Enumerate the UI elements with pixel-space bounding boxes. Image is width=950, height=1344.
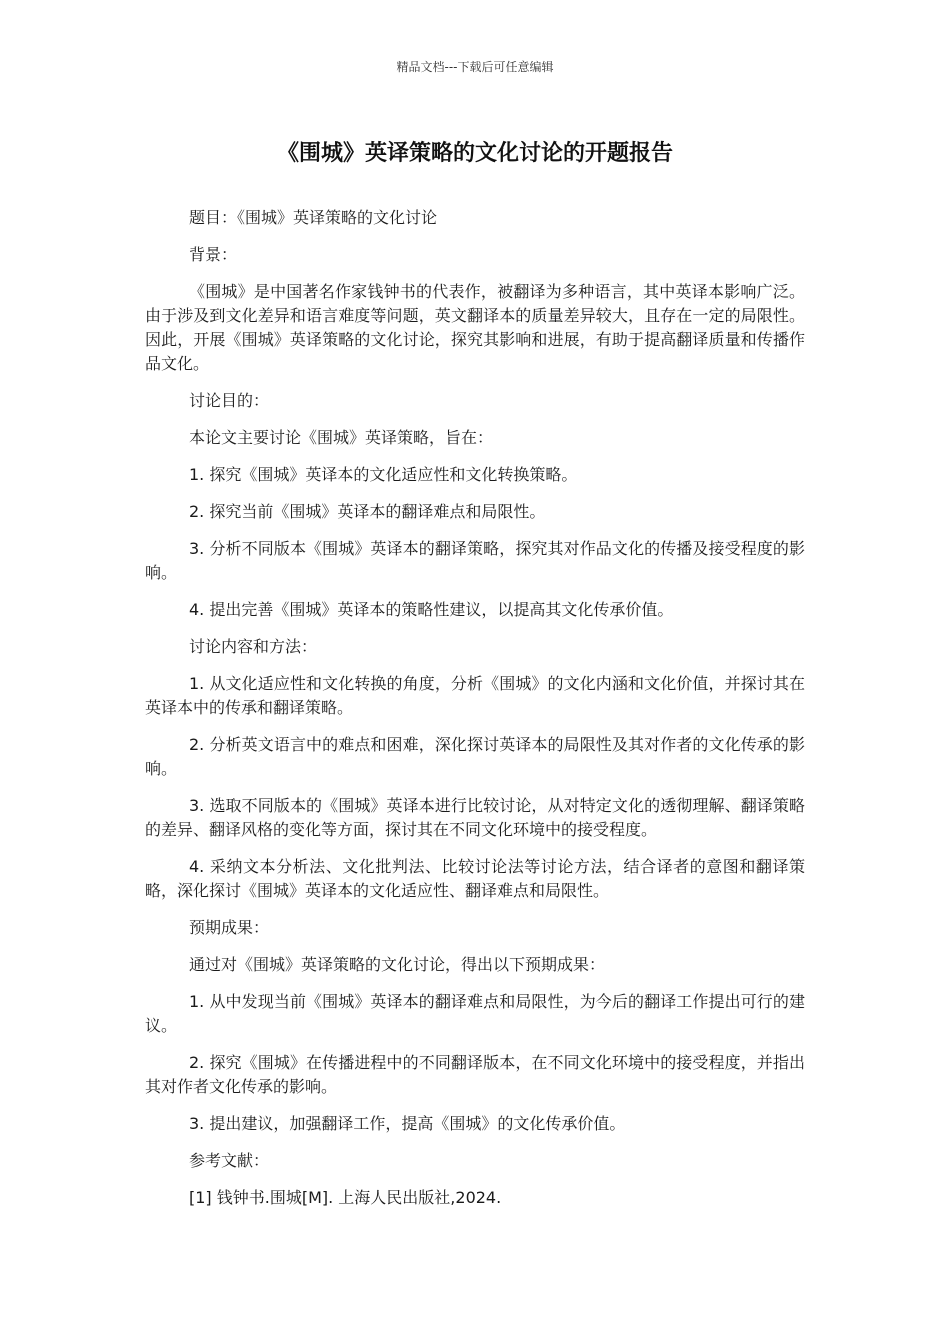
purpose-intro: 本论文主要讨论《围城》英译策略，旨在：: [189, 428, 494, 447]
methods-item: 2. 分析英文语言中的难点和困难，深化探讨英译本的局限性及其对作者的文化传承的影响。: [145, 735, 805, 778]
section-heading-methods: 讨论内容和方法：: [189, 637, 318, 656]
purpose-item: 2. 探究当前《围城》英译本的翻译难点和局限性。: [189, 502, 546, 521]
page-header: 精品文档---下载后可任意编辑: [396, 60, 554, 74]
outcomes-item: 3. 提出建议，加强翻译工作，提高《围城》的文化传承价值。: [189, 1114, 626, 1133]
section-heading-outcomes: 预期成果：: [189, 918, 270, 937]
methods-item: 1. 从文化适应性和文化转换的角度，分析《围城》的文化内涵和文化价值，并探讨其在英译本中的传承和翻译策略。: [145, 674, 805, 717]
outcomes-item: 2. 探究《围城》在传播进程中的不同翻译版本，在不同文化环境中的接受程度，并指出其对作者文化传承的影响。: [145, 1053, 805, 1096]
methods-item: 3. 选取不同版本的《围城》英译本进行比较讨论，从对特定文化的透彻理解、翻译策略的差异、翻译风格的变化等方面，探讨其在不同文化环境中的接受程度。: [145, 796, 805, 839]
methods-item: 4. 采纳文本分析法、文化批判法、比较讨论法等讨论方法，结合译者的意图和翻译策略，深化探讨《围城》英译本的文化适应性、翻译难点和局限性。: [145, 857, 805, 900]
outcomes-item: 1. 从中发现当前《围城》英译本的翻译难点和局限性，为今后的翻译工作提出可行的建议。: [145, 992, 805, 1035]
purpose-item: 1. 探究《围城》英译本的文化适应性和文化转换策略。: [189, 465, 578, 484]
outcomes-intro: 通过对《围城》英译策略的文化讨论，得出以下预期成果：: [189, 955, 606, 974]
purpose-item: 4. 提出完善《围城》英译本的策略性建议，以提高其文化传承价值。: [189, 600, 674, 619]
section-heading-background: 背景：: [189, 245, 238, 264]
section-heading-purpose: 讨论目的：: [189, 391, 270, 410]
document-body: [145, 206, 805, 1223]
topic-paragraph: 题目：《围城》英译策略的文化讨论: [189, 208, 438, 227]
section-heading-references: 参考文献：: [189, 1151, 270, 1170]
purpose-item: 3. 分析不同版本《围城》英译本的翻译策略，探究其对作品文化的传播及接受程度的影响。: [145, 539, 805, 582]
background-paragraph: 《围城》是中国著名作家钱钟书的代表作，被翻译为多种语言，其中英译本影响广泛。由于涉及到文化差异和语言难度等问题，英文翻译本的质量差异较大，且存在一定的局限性。 因此，开展《围城》英译策略的文化讨论，探究其影响和进展，有助于提高翻译质量和传播作品文化。: [145, 282, 805, 373]
document-title: 《围城》英译策略的文化讨论的开题报告: [276, 141, 673, 166]
reference-item: [1] 钱钟书.围城[M]. 上海人民出版社,2024.: [189, 1188, 502, 1207]
